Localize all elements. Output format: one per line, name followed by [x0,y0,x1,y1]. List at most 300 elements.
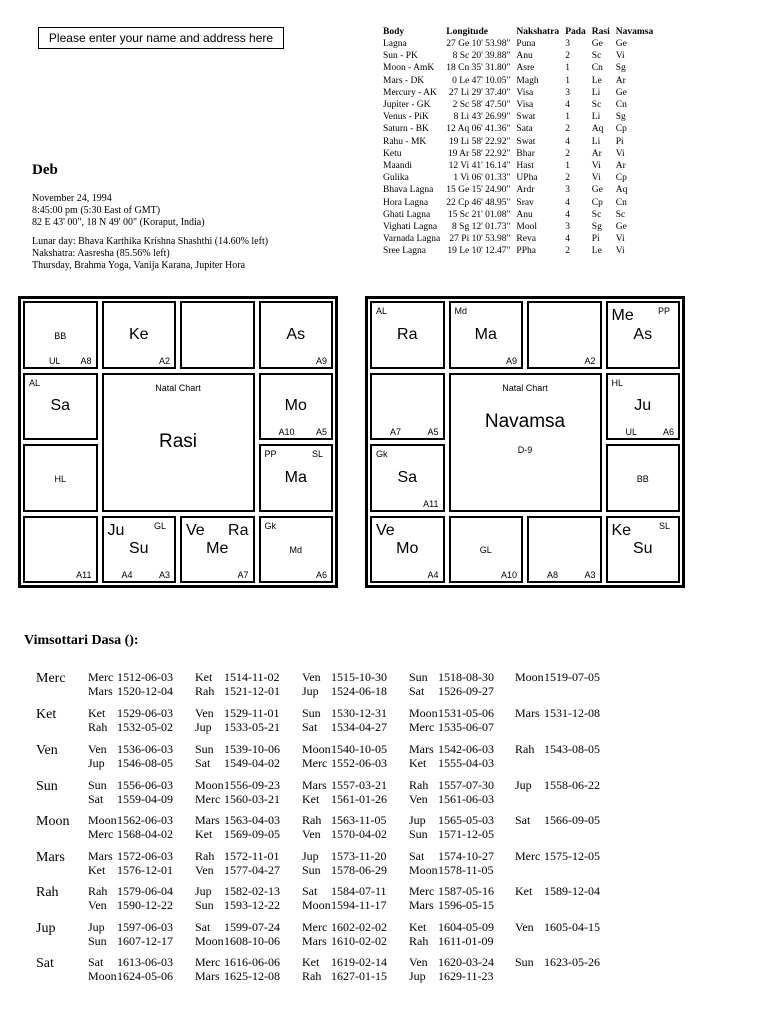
chart-label: BB [636,473,649,484]
table-cell: Vi [615,51,625,62]
table-row [383,221,659,233]
table-cell: 2 Sc 58' 47.50" [452,100,511,111]
chart-house [102,516,177,584]
antar-dasa-entry: Sat 1534-04-27 [302,720,387,734]
antar-dasa-entry: Moon1594-11-17 [302,898,387,912]
antar-dasa-entry: Moon1531-05-06 [409,706,494,720]
chart-house [23,516,98,584]
table-cell: Li [591,136,601,147]
chart-house [370,373,445,441]
chart-label: A6 [662,427,674,437]
table-cell: Ketu [383,148,402,159]
antar-dasa-entry: Mars 1596-05-15 [409,898,494,912]
antar-dasa-entry: Sun 1607-12-17 [88,934,173,948]
antar-dasa-entry: Rah 1627-01-15 [302,969,387,983]
table-cell: Visa [516,87,534,98]
table-cell: Vi [615,234,625,245]
chart-label: A5 [315,427,327,437]
table-cell: Ge [615,39,627,49]
antar-dasa-entry: Merc 1535-06-07 [409,720,494,734]
antar-dasa-entry: Sun 1571-12-05 [409,827,494,841]
table-cell: Le [591,246,602,257]
table-cell: 1 [565,112,570,123]
antar-dasa-entry: Sun 1623-05-26 [515,955,600,969]
table-cell: 19 Le 10' 12.47" [447,246,511,257]
chart-label: A7 [237,570,249,580]
chart-label: A11 [423,498,439,509]
table-cell: Ge [615,222,627,233]
birth-time: 8:45:00 pm (5:30 East of GMT) [32,205,161,216]
maha-dasa-lord: Jup [36,921,56,936]
chart-label: Gk [376,449,388,459]
chart-center [449,373,602,512]
antar-dasa-entry: Ket 1561-01-26 [302,792,387,806]
table-row [383,62,659,74]
chart-label: Ju [634,397,652,415]
table-cell: Cn [615,197,627,208]
table-cell: 3 [565,185,570,196]
antar-dasa-entry: Ven 1620-03-24 [409,955,494,969]
chart-label: Ke [611,521,632,539]
table-cell: Sc [591,51,602,62]
chart-label: UL [49,355,61,366]
table-cell: Rahu - MK [383,136,427,147]
antar-dasa-entry: Mars 1563-04-03 [195,813,280,827]
table-cell: Sg [615,63,626,74]
column-header: Rasi [591,27,610,37]
chart-house [180,516,255,584]
antar-dasa-entry: Moon1519-07-05 [515,670,600,684]
antar-dasa-entry: Jup 1533-05-21 [195,720,280,734]
table-row [383,136,659,148]
table-cell: Ar [591,148,602,159]
chart-label: A2 [158,355,170,366]
table-cell: Swat [516,136,536,147]
table-cell: 2 [565,148,570,159]
table-cell: Anu [516,209,533,220]
table-row [383,87,659,99]
chart-label: SL [311,449,323,459]
chart-house [606,301,681,369]
chart-label: Me [611,307,634,324]
chart-house [259,516,334,584]
antar-dasa-entry: Mars 1572-06-03 [88,849,173,863]
chart-house [527,516,602,584]
table-cell: PPha [516,246,536,257]
antar-dasa-entry: Sat 1599-07-24 [195,920,280,934]
table-cell: Hast [516,161,534,172]
chart-label: BB [54,330,67,341]
antar-dasa-entry: Moon1540-10-05 [302,742,387,756]
chart-label: Ma [474,325,497,343]
maha-dasa-lord: Moon [36,814,70,829]
chart-label: Ju [107,521,125,539]
column-header: Longitude [446,27,488,37]
table-row [383,111,659,123]
chart-label: A9 [315,355,327,366]
table-cell: 12 Aq 06' 41.36" [446,124,511,135]
chart-label: A11 [76,570,92,580]
column-header: Pada [565,27,586,37]
table-cell: 19 Li 58' 22.92" [448,136,511,147]
table-cell: 3 [565,39,570,49]
table-cell: Sata [516,124,533,135]
chart-label: A4 [427,570,439,580]
chart-label: Ma [284,468,307,486]
table-cell: 19 Ar 58' 22.92" [447,148,511,159]
table-cell: 22 Cp 46' 48.95" [446,197,511,208]
chart-label: A8 [547,570,559,580]
chart-house [102,301,177,369]
chart-label: PP [264,449,277,459]
table-cell: 4 [565,197,570,208]
table-cell: 8 Li 43' 26.99" [453,112,511,123]
chart-label: A6 [315,570,327,580]
chart-label: A9 [505,355,517,366]
chart-label: Mo [284,397,307,415]
antar-dasa-entry: Moon1556-09-23 [195,778,280,792]
antar-dasa-entry: Sat 1566-09-05 [515,813,600,827]
table-cell: 1 Vi 06' 01.33" [453,173,511,184]
table-cell: Bhava Lagna [383,185,434,196]
table-cell: Ar [615,161,626,172]
chart-label: As [286,325,306,343]
antar-dasa-entry: Merc 1602-02-02 [302,920,387,934]
chart-subtitle: Natal Chart [502,382,548,393]
antar-dasa-entry: Mars 1610-02-02 [302,934,387,948]
chart-label: Md [454,306,468,316]
birth-location: 82 E 43' 00", 18 N 49' 00" (Koraput, India) [32,217,205,228]
chart-label: Ve [186,521,205,539]
antar-dasa-entry: Merc 1587-05-16 [409,884,494,898]
chart-label: Gk [264,520,277,531]
antar-dasa-entry: Sun 1556-06-03 [88,778,173,792]
table-cell: Varnada Lagna [383,234,441,245]
antar-dasa-entry: Sun 1593-12-22 [195,898,280,912]
person-name: Deb [32,162,58,178]
column-header: Body [383,27,405,37]
antar-dasa-entry: Ket 1555-04-03 [409,756,494,770]
table-cell: Vi [615,246,625,257]
table-row [383,172,659,184]
table-cell: Moon - AmK [383,63,435,74]
antar-dasa-entry: Merc 1512-06-03 [88,670,173,684]
antar-dasa-entry: Mars 1542-06-03 [409,742,494,756]
antar-dasa-entry: Moon1578-11-05 [409,863,494,877]
maha-dasa-lord: Sat [36,956,54,971]
table-cell: 2 [565,246,570,257]
chart-house [606,373,681,441]
table-cell: Lagna [383,39,407,49]
chart-title: Rasi [158,430,197,452]
lunar-day: Lunar day: Bhava Karthika Krishna Shashthi (14.60% left) [32,236,269,247]
column-header: Navamsa [615,27,654,37]
table-cell: Sg [615,112,626,123]
antar-dasa-entry: Moon1562-06-03 [88,813,173,827]
antar-dasa-entry: Jup 1524-06-18 [302,684,387,698]
birth-date: November 24, 1994 [32,193,112,204]
antar-dasa-entry: Mars 1557-03-21 [302,778,387,792]
table-cell: Cp [615,124,627,135]
antar-dasa-entry: Jup 1558-06-22 [515,778,600,792]
chart-label: PP [657,306,670,316]
antar-dasa-entry: Mars 1520-12-04 [88,684,173,698]
chart-label: A10 [278,427,295,437]
table-cell: Cp [591,197,603,208]
table-cell: Sg [591,222,602,233]
table-cell: UPha [516,173,538,184]
table-cell: 4 [565,209,570,220]
table-cell: Saturn - BK [383,124,429,135]
table-cell: Cn [615,100,627,111]
antar-dasa-entry: Ven 1536-06-03 [88,742,173,756]
table-row [383,50,659,62]
table-row [383,245,659,257]
table-cell: Ardr [516,185,535,196]
chart-house [259,373,334,441]
chart-house [180,301,255,369]
table-cell: Vi [591,161,601,172]
table-row [383,38,659,50]
table-row [383,75,659,87]
maha-dasa-lord: Ven [36,743,58,758]
table-cell: Jupiter - GK [383,100,431,111]
table-cell: 12 Vi 41' 16.14" [448,161,511,172]
antar-dasa-entry: Ket 1576-12-01 [88,863,173,877]
chart-division: D-9 [517,444,533,455]
table-cell: Ar [615,75,626,86]
chart-label: Su [632,540,653,558]
table-cell: Mool [516,222,538,233]
table-cell: 0 Le 47' 10.05" [452,75,511,86]
table-cell: Vi [615,148,625,159]
table-cell: Reva [516,234,536,245]
table-cell: Pi [615,136,624,147]
antar-dasa-entry: Rah 1572-11-01 [195,849,280,863]
antar-dasa-entry: Rah 1579-06-04 [88,884,173,898]
antar-dasa-entry: Sat 1584-07-11 [302,884,387,898]
table-cell: Vi [591,173,601,184]
chart-label: GL [153,520,166,531]
chart-label: SL [658,520,670,531]
table-cell: Ghati Lagna [383,209,431,220]
antar-dasa-entry: Ven 1605-04-15 [515,920,600,934]
column-header: Nakshatra [516,27,560,37]
table-cell: 4 [565,100,570,111]
chart-house [370,516,445,584]
table-cell: Ge [591,185,603,196]
table-cell: 1 [565,161,570,172]
table-cell: 1 [565,75,570,86]
dasa-title: Vimsottari Dasa (): [24,633,139,648]
maha-dasa-lord: Sun [36,779,58,794]
table-cell: Cn [591,63,603,74]
antar-dasa-entry: Merc 1575-12-05 [515,849,600,863]
table-cell: Mercury - AK [383,87,437,98]
antar-dasa-entry: Jup 1546-08-05 [88,756,173,770]
chart-label: UL [625,427,638,437]
chart-house [370,301,445,369]
antar-dasa-entry: Rah 1521-12-01 [195,684,280,698]
chart-label: Mo [396,540,419,558]
weekday-info: Thursday, Brahma Yoga, Vanija Karana, Jupiter Hora [32,260,246,271]
antar-dasa-entry: Sat 1549-04-02 [195,756,280,770]
chart-title: Navamsa [484,410,566,432]
chart-label: Su [128,540,149,558]
chart-label: A7 [390,427,402,437]
chart-label: Ve [376,521,395,539]
table-row [383,209,659,221]
table-cell: 27 Ge 10' 53.98" [446,39,511,49]
chart-label: A3 [158,570,170,580]
table-cell: Ge [591,39,603,49]
chart-label: Me [206,540,229,558]
table-cell: Sc [591,209,602,220]
table-cell: 1 [565,63,570,74]
antar-dasa-entry: Mars 1625-12-08 [195,969,280,983]
chart-label: Sa [397,468,418,486]
chart-house [370,444,445,512]
table-cell: 8 Sc 20' 39.88" [452,51,511,62]
chart-house [259,444,334,512]
chart-house [449,301,524,369]
chart-label: Ra [397,325,418,343]
table-cell: Vighati Lagna [383,222,438,233]
chart-label: HL [611,377,624,388]
table-cell: Magh [516,75,539,86]
table-cell: Bhar [516,148,535,159]
antar-dasa-entry: Ket 1589-12-04 [515,884,600,898]
name-address-prompt[interactable]: Please enter your name and address here [38,27,284,49]
antar-dasa-entry: Sat 1574-10-27 [409,849,494,863]
antar-dasa-entry: Sun 1530-12-31 [302,706,387,720]
table-cell: 2 [565,173,570,184]
antar-dasa-entry: Jup 1629-11-23 [409,969,494,983]
antar-dasa-entry: Sat 1526-09-27 [409,684,494,698]
table-cell: 3 [565,87,570,98]
antar-dasa-entry: Sun 1578-06-29 [302,863,387,877]
chart-label: Ra [228,521,249,539]
table-cell: 4 [565,136,570,147]
chart-center [102,373,255,512]
table-row [383,160,659,172]
table-row [383,197,659,209]
navamsa-chart [365,296,685,588]
table-cell: Aq [591,124,604,135]
table-cell: 8 Sg 12' 01.73" [452,222,511,233]
antar-dasa-entry: Ven 1529-11-01 [195,706,280,720]
chart-label: A10 [500,570,517,580]
maha-dasa-lord: Merc [36,671,66,686]
chart-subtitle: Natal Chart [155,382,201,393]
chart-house [527,301,602,369]
table-cell: 15 Sc 21' 01.08" [447,209,511,220]
table-cell: Hora Lagna [383,197,429,208]
table-cell: 2 [565,51,570,62]
chart-label: A8 [80,355,92,366]
table-cell: Anu [516,51,533,62]
table-cell: Sree Lagna [383,246,426,257]
table-row [383,233,659,245]
maha-dasa-lord: Mars [36,850,65,865]
nakshatra-info: Nakshatra: Aasresha (85.56% left) [32,248,170,259]
antar-dasa-entry: Ven 1515-10-30 [302,670,387,684]
antar-dasa-entry: Jup 1573-11-20 [302,849,387,863]
table-row [383,123,659,135]
planet-positions-table [383,26,659,258]
table-cell: Ge [615,87,627,98]
chart-label: Ke [128,325,149,343]
chart-label: Md [289,545,302,556]
antar-dasa-entry: Ket 1514-11-02 [195,670,280,684]
antar-dasa-entry: Ket 1529-06-03 [88,706,173,720]
chart-label: HL [54,473,66,484]
table-cell: Cp [615,173,627,184]
antar-dasa-entry: Jup 1597-06-03 [88,920,173,934]
chart-house [606,516,681,584]
chart-house [23,444,98,512]
chart-house [23,373,98,441]
antar-dasa-entry: Jup 1582-02-13 [195,884,280,898]
antar-dasa-entry: Rah 1557-07-30 [409,778,494,792]
chart-label: A5 [427,427,439,437]
table-cell: Li [591,87,601,98]
antar-dasa-entry: Ket 1604-05-09 [409,920,494,934]
table-cell: Maandi [383,161,413,172]
table-row [383,184,659,196]
table-cell: Sc [615,209,626,220]
table-cell: Puna [516,39,536,49]
chart-label: AL [376,306,388,316]
chart-label: AL [29,377,41,388]
table-cell: Venus - PiK [383,112,429,123]
chart-label: As [633,325,653,343]
table-cell: 27 Li 29' 37.40" [448,87,511,98]
chart-label: A2 [584,355,596,366]
table-cell: Swat [516,112,536,123]
maha-dasa-lord: Rah [36,885,59,900]
antar-dasa-entry: Ket 1619-02-14 [302,955,387,969]
antar-dasa-entry: Rah 1563-11-05 [302,813,387,827]
table-cell: Sc [591,100,602,111]
table-cell: Mars - DK [383,75,425,86]
antar-dasa-entry: Jup 1565-05-03 [409,813,494,827]
antar-dasa-entry: Merc 1560-03-21 [195,792,280,806]
antar-dasa-entry: Ven 1561-06-03 [409,792,494,806]
table-cell: Sun - PK [383,51,418,62]
chart-house [23,301,98,369]
table-cell: Le [591,75,602,86]
antar-dasa-entry: Ket 1569-09-05 [195,827,280,841]
table-cell: 18 Cn 35' 31.80" [446,63,511,74]
antar-dasa-entry: Rah 1611-01-09 [409,934,494,948]
table-cell: 4 [565,234,570,245]
chart-house [606,444,681,512]
antar-dasa-entry: Moon1624-05-06 [88,969,173,983]
antar-dasa-entry: Merc 1552-06-03 [302,756,387,770]
antar-dasa-entry: Ven 1577-04-27 [195,863,280,877]
chart-house [449,516,524,584]
antar-dasa-entry: Ven 1570-04-02 [302,827,387,841]
antar-dasa-entry: Sun 1539-10-06 [195,742,280,756]
antar-dasa-entry: Mars 1531-12-08 [515,706,600,720]
table-cell: Gulika [383,173,409,184]
table-cell: Srav [516,197,534,208]
table-cell: 2 [565,124,570,135]
chart-label: A3 [584,570,596,580]
antar-dasa-entry: Merc 1616-06-06 [195,955,280,969]
antar-dasa-entry: Merc 1568-04-02 [88,827,173,841]
